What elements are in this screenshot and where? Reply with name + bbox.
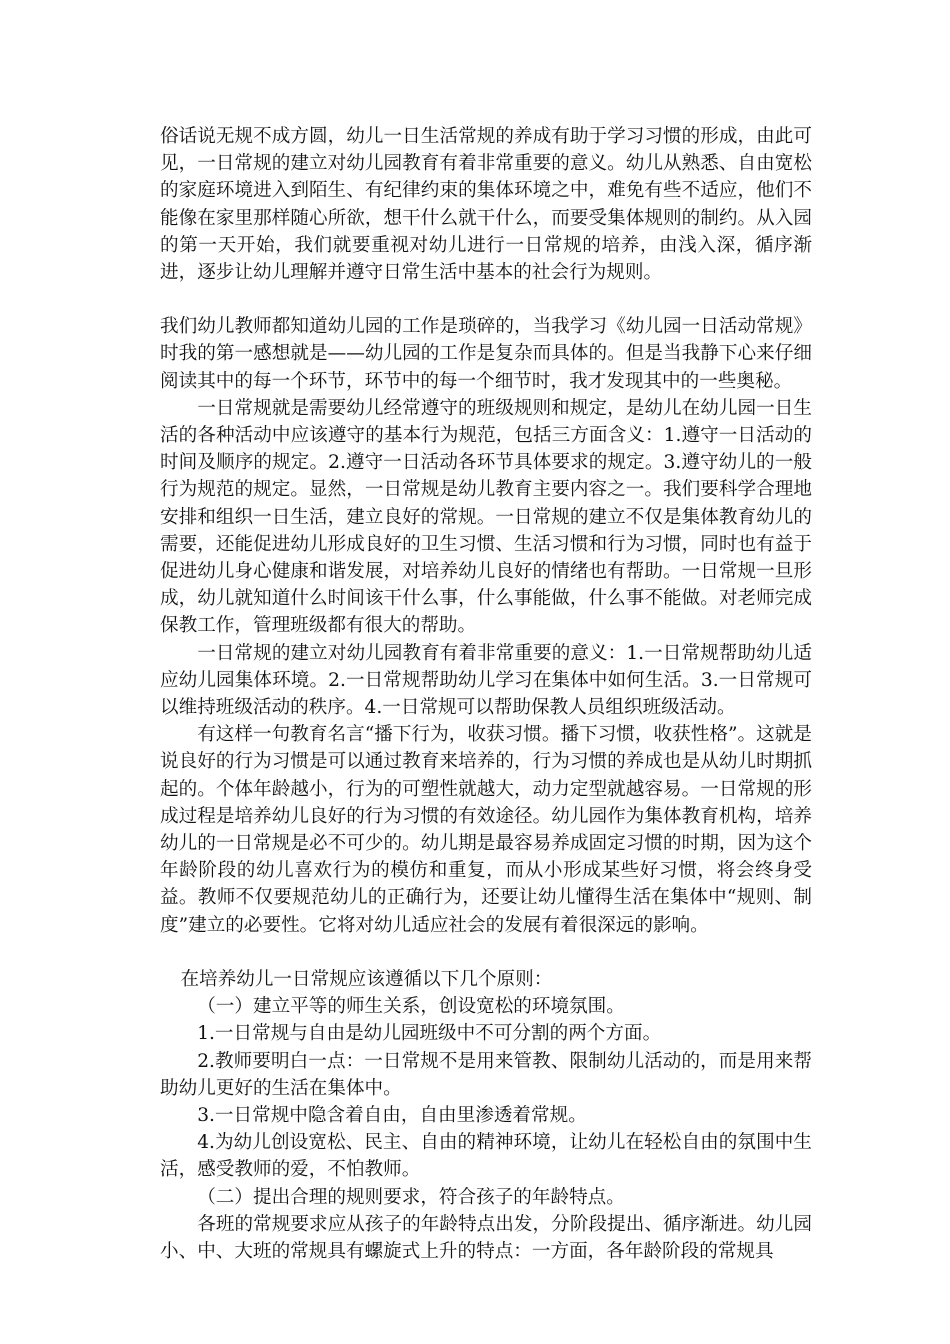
paragraph-principles-intro: 在培养幼儿一日常规应该遵循以下几个原则： <box>180 968 553 990</box>
list-item-2: 2.教师要明白一点：一日常规不是用来管教、限制幼儿活动的，而是用来帮助幼儿更好的生活在集体中。 <box>160 1050 812 1099</box>
section-heading-two: （二）提出合理的规则要求，符合孩子的年龄特点。 <box>197 1186 625 1208</box>
paragraph-significance: 一日常规的建立对幼儿园教育有着非常重要的意义：1.一日常规帮助幼儿适应幼儿园集体环境。2.一日常规帮助幼儿学习在集体中如何生活。3.一日常规可以维持班级活动的秩序。4.一日常规可以帮助保教人员组织班级活动。 <box>160 642 812 719</box>
list-item-4: 4.为幼儿创设宽松、民主、自由的精神环境，让幼儿在轻松自由的氛围中生活，感受教师的爱，不怕教师。 <box>160 1132 812 1181</box>
paragraph-reflection: 我们幼儿教师都知道幼儿园的工作是琐碎的，当我学习《幼儿园一日活动常规》时我的第一感想就是——幼儿园的工作是复杂而具体的。但是当我静下心来仔细阅读其中的每一个环节，环节中的每一个细节时，我才发现其中的一些奥秘。 <box>160 316 812 392</box>
list-item-3: 3.一日常规中隐含着自由，自由里渗透着常规。 <box>197 1104 587 1126</box>
paragraph-quote: 有这样一句教育名言“播下行为，收获习惯。播下习惯，收获性格”。这就是说良好的行为习惯是可以通过教育来培养的，行为习惯的养成也是从幼儿时期抓起的。个体年龄越小，行为的可塑性就越大，动力定型就越容易。一日常规的形成过程是培养幼儿良好的行为习惯的有效途径。幼儿园作为集体教育机构，培养幼儿的一日常规是必不可少的。幼儿期是最容易养成固定习惯的时期，因为这个年龄阶段的幼儿喜欢行为的模仿和重复，而从小形成某些好习惯，将会终身受益。教师不仅要规范幼儿的正确行为，还要让幼儿懂得生活在集体中“规则、制度”建立的必要性。它将对幼儿适应社会的发展有着很深远的影响。 <box>160 724 812 936</box>
paragraph-intro: 俗话说无规不成方圆，幼儿一日生活常规的养成有助于学习习惯的形成，由此可见，一日常规的建立对幼儿园教育有着非常重要的意义。幼儿从熟悉、自由宽松的家庭环境进入到陌生、有纪律约束的集体环境之中，难免有些不适应，他们不能像在家里那样随心所欲，想干什么就干什么，而要受集体规则的制约。从入园的第一天开始，我们就要重视对幼儿进行一日常规的培养，由浅入深，循序渐进，逐步让幼儿理解并遵守日常生活中基本的社会行为规则。 <box>160 126 812 284</box>
document-body <box>160 123 812 1265</box>
paragraph-definition: 一日常规就是需要幼儿经常遵守的班级规则和规定，是幼儿在幼儿园一日生活的各种活动中应该遵守的基本行为规范，包括三方面含义：1.遵守一日活动的时间及顺序的规定。2.遵守一日活动各环节具体要求的规定。3.遵守幼儿的一般行为规范的规定。显然，一日常规是幼儿教育主要内容之一。我们要科学合理地安排和组织一日生活，建立良好的常规。一日常规的建立不仅是集体教育幼儿的需要，还能促进幼儿形成良好的卫生习惯、生活习惯和行为习惯，同时也有益于促进幼儿身心健康和谐发展，对培养幼儿良好的情绪也有帮助。一日常规一旦形成，幼儿就知道什么时间该干什么事，什么事能做，什么事不能做。对老师完成保教工作，管理班级都有很大的帮助。 <box>160 397 812 637</box>
paragraph-age-requirements: 各班的常规要求应从孩子的年龄特点出发，分阶段提出、循序渐进。幼儿园小、中、大班的常规具有螺旋式上升的特点：一方面，各年龄阶段的常规具 <box>160 1213 812 1262</box>
section-heading-one: （一）建立平等的师生关系，创设宽松的环境氛围。 <box>197 996 625 1018</box>
list-item-1: 1.一日常规与自由是幼儿园班级中不可分割的两个方面。 <box>197 1023 662 1045</box>
